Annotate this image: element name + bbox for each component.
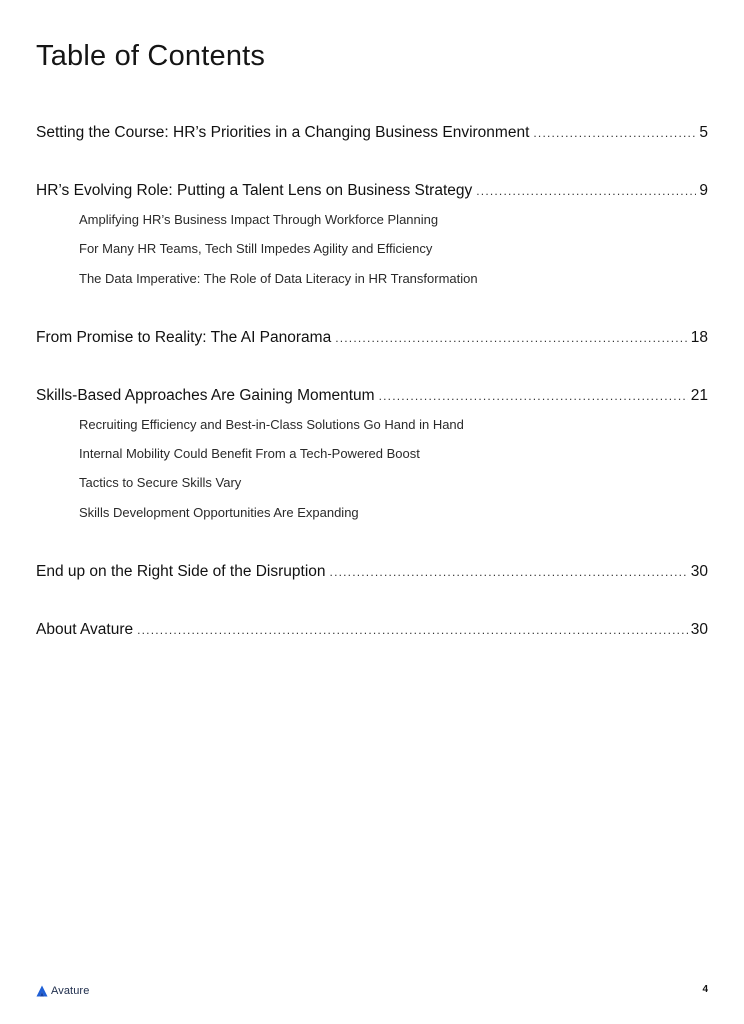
footer-logo <box>36 984 89 998</box>
toc-entry-label: Skills-Based Approaches Are Gaining Momentum <box>36 386 375 404</box>
toc-subsection[interactable]: For Many HR Teams, Tech Still Impedes Agility and Efficiency <box>79 241 433 257</box>
page-number: 4 <box>702 984 708 995</box>
toc-entry-label: About Avature <box>36 621 134 639</box>
toc-subsection-list <box>36 205 708 293</box>
toc-subsection[interactable]: Amplifying HR’s Business Impact Through Workforce Planning <box>79 212 439 227</box>
toc-subsection[interactable]: Recruiting Efficiency and Best-in-Class Solutions Go Hand in Hand <box>79 416 464 432</box>
toc-subsection[interactable]: Internal Mobility Could Benefit From a Tech-Powered Boost <box>79 446 420 462</box>
page-title: Table of Contents <box>36 40 266 72</box>
dot-leader <box>335 325 688 351</box>
toc-subsection-list <box>36 410 708 527</box>
toc-entry-setting-the-course[interactable] <box>36 120 708 146</box>
toc-entry-page: 21 <box>690 386 708 404</box>
toc-subsection[interactable]: Tactics to Secure Skills Vary <box>79 475 242 491</box>
toc-entry-page: 5 <box>699 124 708 141</box>
avature-logo-icon <box>36 985 48 997</box>
dot-leader <box>476 178 696 204</box>
toc-entry-label: HR’s Evolving Role: Putting a Talent Lens on Business Strategy <box>36 182 473 199</box>
toc-entry-label: End up on the Right Side of the Disruption <box>36 563 326 581</box>
toc-entry-page: 18 <box>690 328 708 346</box>
dot-leader <box>330 559 688 585</box>
logo-wordmark: Avature <box>51 985 90 997</box>
dot-leader <box>379 383 688 409</box>
toc-entry-page: 30 <box>690 621 708 639</box>
toc-subsection[interactable]: The Data Imperative: The Role of Data Literacy in HR Transformation <box>79 270 478 286</box>
toc-entry-from-promise-to-reality[interactable] <box>36 325 708 351</box>
table-of-contents <box>36 120 708 643</box>
toc-entry-skills-based-approaches[interactable] <box>36 383 708 409</box>
dot-leader <box>533 120 696 146</box>
toc-entry-hrs-evolving-role[interactable] <box>36 178 708 204</box>
toc-entry-end-up-on-the-right-side[interactable] <box>36 559 708 585</box>
toc-entry-about-avature[interactable] <box>36 617 708 643</box>
dot-leader <box>137 617 688 643</box>
toc-entry-label: From Promise to Reality: The AI Panorama <box>36 328 332 346</box>
toc-entry-page: 9 <box>699 182 708 199</box>
toc-entry-label: Setting the Course: HR’s Priorities in a Changing Business Environment <box>36 124 530 141</box>
toc-entry-page: 30 <box>690 563 708 581</box>
toc-subsection[interactable]: Skills Development Opportunities Are Expanding <box>79 504 359 520</box>
